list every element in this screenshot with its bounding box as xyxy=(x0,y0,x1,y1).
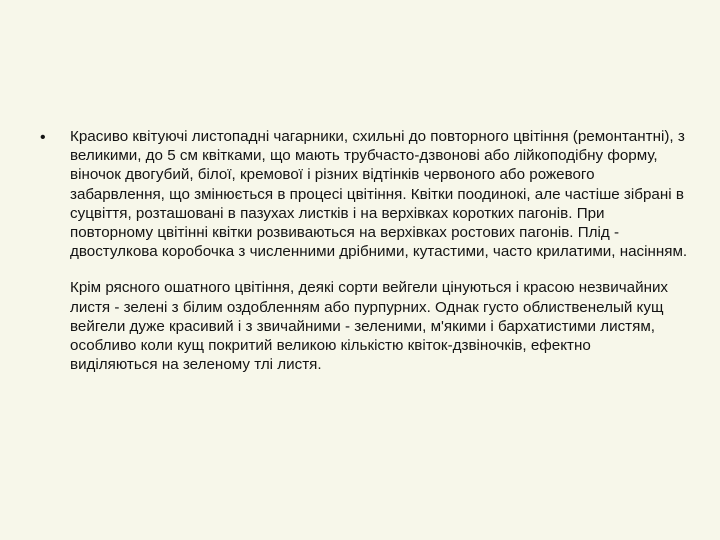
bullet-item xyxy=(40,127,700,261)
slide-content xyxy=(40,127,700,374)
paragraph-description: Красиво квітуючі листопадні чагарники, схильні до повторного цвітіння (ремонтантні), з великими, до 5 см квітками, що мають трубчасто-дзвонові або лійкоподібну форму, віночок двогубий, білої, кремової і різних відтінків червоного або рожевого забарвлення, що змінюється в процесі цвітіння. Квітки поодинокі, але частіше зібрані в суцвіття, розташовані в пазухах листків і на верхівках коротких пагонів. При повторному цвітінні квітки розвиваються на верхівках ростових пагонів. Плід - двостулкова коробочка з численними дрібними, кутастими, часто крилатими, насінням. xyxy=(70,128,688,261)
paragraph-foliage: Крім рясного ошатного цвітіння, деякі сорти вейгели цінуються і красою незвичайних листя - зелені з білим оздобленням або пурпурних. Однак густо облиственелый кущ вейгели дуже красивий і з звичайними - зеленими, м'якими і бархатистими листям, особливо коли кущ покритий великою кількістю квіток-дзвіночків, ефектно виділяються на зеленому тлі листя. xyxy=(70,279,669,374)
bullet-marker: • xyxy=(40,129,46,146)
